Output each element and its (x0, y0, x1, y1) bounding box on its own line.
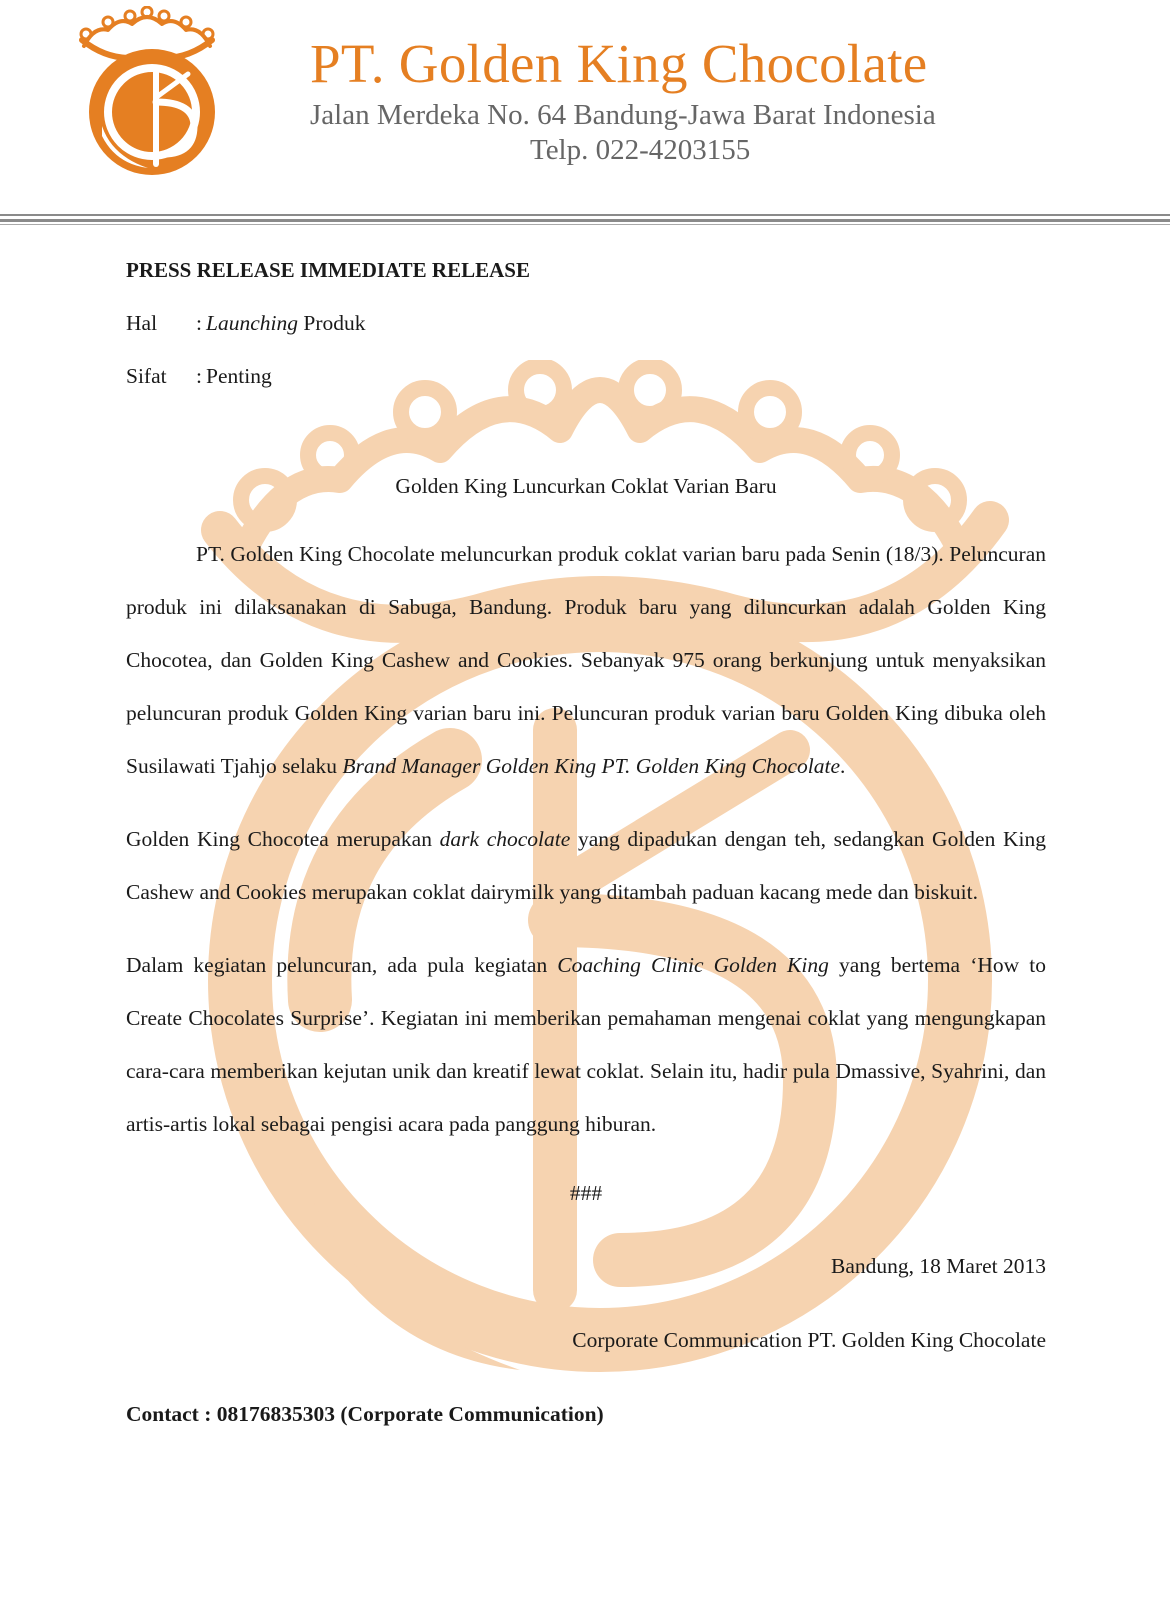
headline: Golden King Luncurkan Coklat Varian Baru (395, 473, 777, 498)
paragraph-2-italic: dark chocolate (439, 826, 571, 851)
contact-info: Contact : 08176835303 (Corporate Communication) (126, 1401, 604, 1426)
paragraph-3-italic: Coaching Clinic Golden King (557, 952, 829, 977)
paragraph-2-after: yang dipadukan dengan teh, sedangkan Golden King Cashew and Cookies merupakan coklat dairymilk yang ditambah paduan kacang mede dan biskuit. (126, 826, 1046, 904)
paragraph-3-before: Dalam kegiatan peluncuran, ada pula kegiatan (126, 952, 558, 977)
paragraph-1-text: PT. Golden King Chocolate meluncurkan produk coklat varian baru pada Senin (18/3). Peluncuran produk ini dilaksanakan di Sabuga, Bandung. Produk baru yang diluncurkan adalah Golden King Chocotea, dan Golden King Cashew and Cookies. Sebanyak 975 orang berkunjung untuk menyaksikan peluncuran produk Golden King varian baru ini. Peluncuran produk varian baru Golden King dibuka oleh Susilawati Tjahjo selaku (126, 541, 1046, 778)
meta-hal-value-italic: Launching (206, 311, 298, 336)
release-type: PRESS RELEASE IMMEDIATE RELEASE (126, 258, 530, 282)
paragraph-1-italic: Brand Manager Golden King PT. Golden King Chocolate (342, 753, 841, 778)
meta-hal-label: Hal (126, 311, 158, 336)
company-phone: Telp. 022-4203155 (530, 134, 751, 166)
paragraph-3-after: yang bertema ‘How to Create Chocolates Surprise’. Kegiatan ini memberikan pemahaman mengenai coklat yang mengungkapan cara-cara memberikan kejutan unik dan kreatif lewat coklat. Selain itu, hadir pula Dmassive, Syahrini, dan artis-artis lokal sebagai pengisi acara pada panggung hiburan. (126, 952, 1046, 1136)
meta-hal-value (206, 311, 365, 337)
company-name: PT. Golden King Chocolate (310, 33, 928, 94)
paragraph-2 (126, 813, 1046, 919)
press-release-body (126, 258, 1046, 1428)
paragraph-2-before: Golden King Chocotea merupakan (126, 826, 440, 851)
paragraph-1 (126, 528, 1046, 793)
signature: Corporate Communication PT. Golden King Chocolate (572, 1328, 1046, 1353)
place-date: Bandung, 18 Maret 2013 (831, 1254, 1046, 1279)
meta-sifat-row: Sifat : Penting (126, 363, 272, 388)
paragraph-1-end: . (840, 753, 846, 778)
meta-sifat-label: Sifat (126, 363, 167, 388)
meta-hal-value-rest: Produk (303, 311, 366, 336)
header-divider (0, 214, 1170, 226)
company-address: Jalan Merdeka No. 64 Bandung-Jawa Barat Indonesia (310, 99, 936, 131)
company-logo-icon (72, 6, 222, 176)
end-separator: ### (569, 1180, 603, 1205)
paragraph-3 (126, 939, 1046, 1151)
meta-hal-row: Hal : Launching Produk (126, 311, 366, 336)
meta-sifat-value: Penting (206, 363, 272, 388)
